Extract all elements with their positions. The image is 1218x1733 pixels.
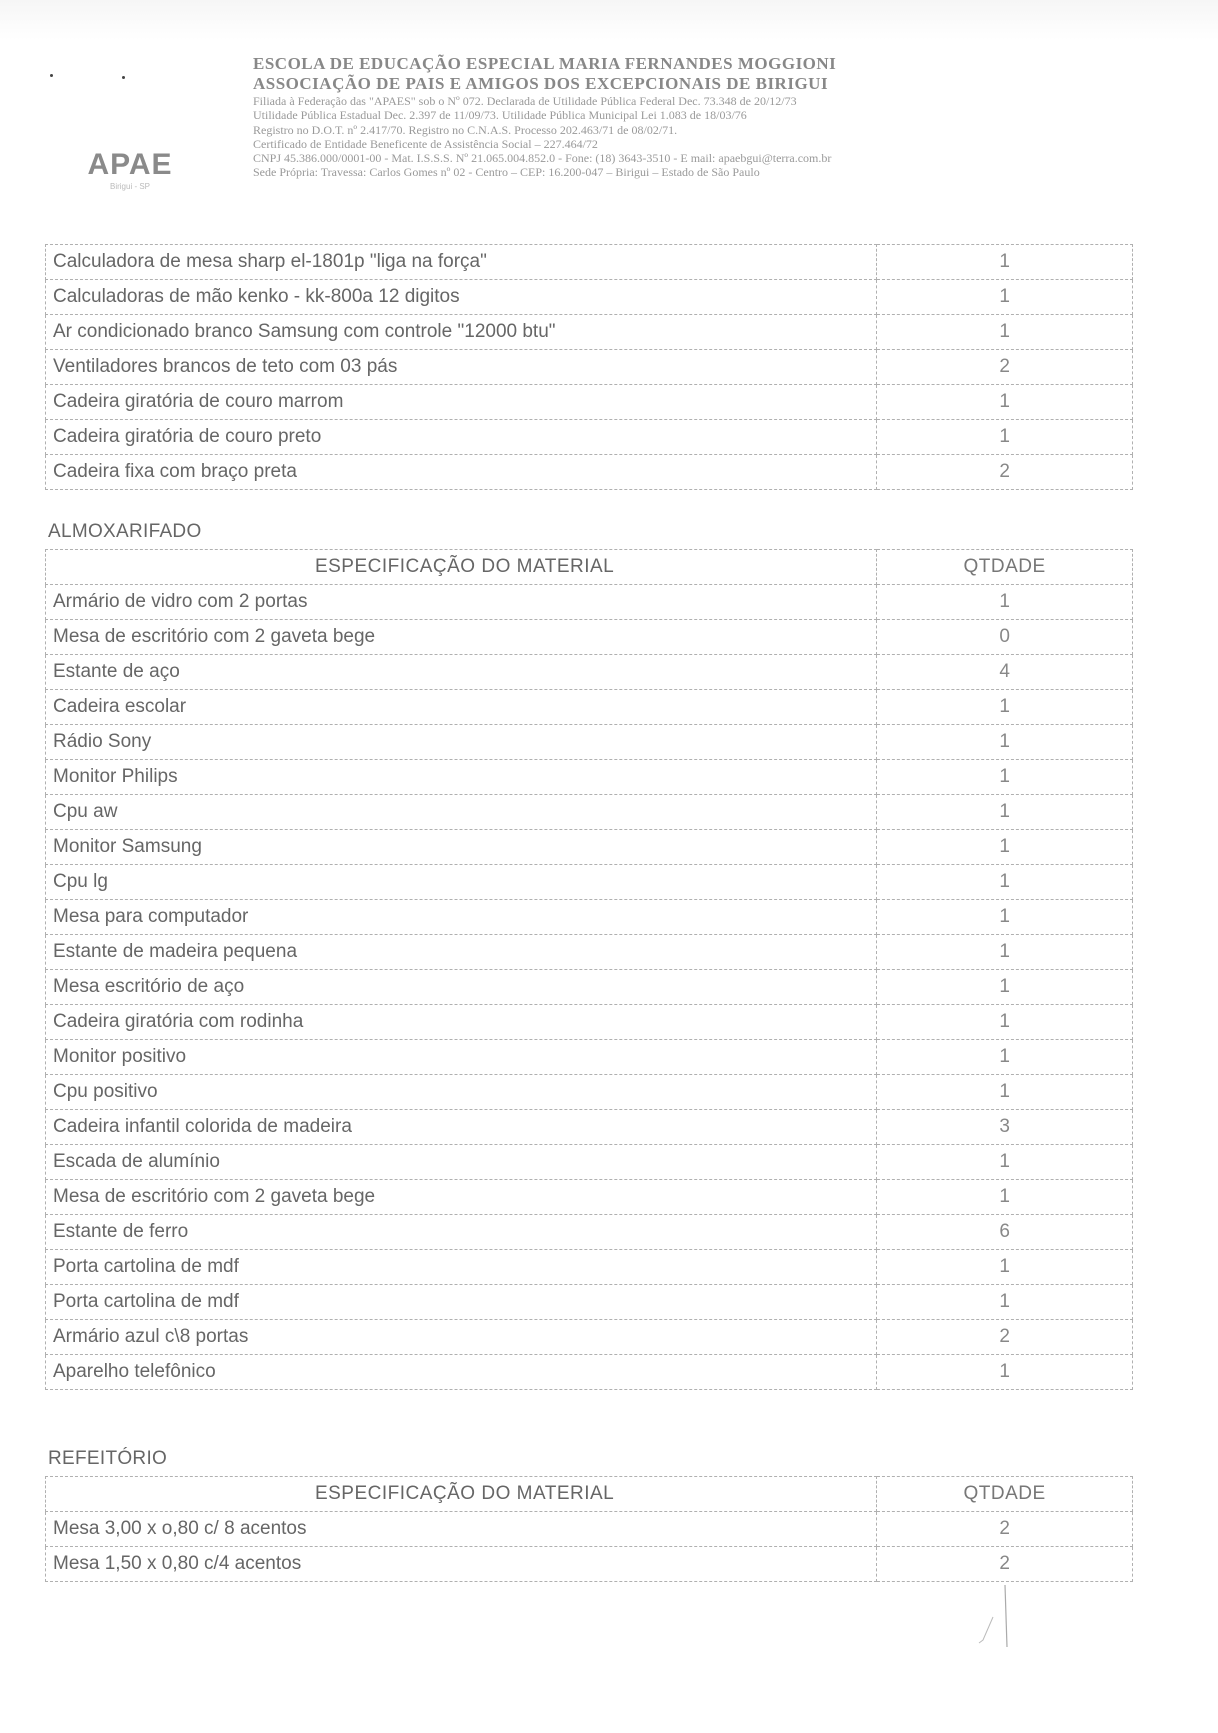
item-quantity: 1 [877, 795, 1133, 830]
table-header-row [46, 1477, 1133, 1512]
logo-mark: APAE [87, 148, 173, 181]
table-row [46, 1250, 1133, 1285]
item-description: Ventiladores brancos de teto com 03 pás [46, 350, 877, 385]
item-quantity: 0 [877, 620, 1133, 655]
item-description: Estante de madeira pequena [46, 935, 877, 970]
table-row [46, 620, 1133, 655]
table-row [46, 935, 1133, 970]
table-row [46, 1180, 1133, 1215]
table-row [46, 1075, 1133, 1110]
item-description: Porta cartolina de mdf [46, 1250, 877, 1285]
item-quantity: 1 [877, 725, 1133, 760]
item-description: Armário de vidro com 2 portas [46, 585, 877, 620]
section-title-almoxarifado: ALMOXARIFADO [48, 521, 202, 542]
item-description: Mesa para computador [46, 900, 877, 935]
item-quantity: 1 [877, 760, 1133, 795]
item-quantity: 1 [877, 865, 1133, 900]
table-row [46, 795, 1133, 830]
table-row [46, 865, 1133, 900]
table-row [46, 350, 1133, 385]
association-name: ASSOCIAÇÃO DE PAIS E AMIGOS DOS EXCEPCIONAIS DE BIRIGUI [253, 74, 829, 93]
table-header-row [46, 550, 1133, 585]
item-quantity: 1 [877, 1285, 1133, 1320]
section-title-refeitorio: REFEITÓRIO [48, 1448, 168, 1469]
item-description: Mesa de escritório com 2 gaveta bege [46, 620, 877, 655]
item-quantity: 2 [877, 1547, 1133, 1582]
item-quantity: 1 [877, 315, 1133, 350]
item-quantity: 1 [877, 1040, 1133, 1075]
item-quantity: 1 [877, 1250, 1133, 1285]
almoxarifado-table [45, 549, 1133, 1390]
item-quantity: 3 [877, 1110, 1133, 1145]
column-header-quantity: QTDADE [877, 1477, 1133, 1512]
continued-inventory-table [45, 244, 1133, 490]
item-quantity: 1 [877, 1145, 1133, 1180]
letterhead-info-line: Registro no D.O.T. nº 2.417/70. Registro no C.N.A.S. Processo 202.463/71 de 08/02/71. [253, 122, 678, 137]
table-row [46, 585, 1133, 620]
table-row [46, 900, 1133, 935]
item-description: Mesa escritório de aço [46, 970, 877, 1005]
item-description: Cpu positivo [46, 1075, 877, 1110]
item-description: Mesa 1,50 x 0,80 c/4 acentos [46, 1547, 877, 1582]
item-quantity: 4 [877, 655, 1133, 690]
item-description: Cadeira fixa com braço preta [46, 455, 877, 490]
item-description: Mesa 3,00 x o,80 c/ 8 acentos [46, 1512, 877, 1547]
item-quantity: 1 [877, 1355, 1133, 1390]
item-quantity: 2 [877, 350, 1133, 385]
table-row [46, 725, 1133, 760]
item-quantity: 2 [877, 1512, 1133, 1547]
table-row [46, 455, 1133, 490]
table-row [46, 655, 1133, 690]
item-description: Cadeira giratória de couro marrom [46, 385, 877, 420]
table-row [46, 280, 1133, 315]
table-row [46, 1040, 1133, 1075]
item-quantity: 2 [877, 455, 1133, 490]
signature-mark [965, 1585, 1015, 1655]
item-description: Armário azul c\8 portas [46, 1320, 877, 1355]
table-row [46, 1320, 1133, 1355]
table-row [46, 760, 1133, 795]
item-description: Cadeira infantil colorida de madeira [46, 1110, 877, 1145]
table-row [46, 970, 1133, 1005]
item-description: Ar condicionado branco Samsung com controle "12000 btu" [46, 315, 877, 350]
item-quantity: 1 [877, 1180, 1133, 1215]
item-description: Aparelho telefônico [46, 1355, 877, 1390]
column-header-quantity: QTDADE [877, 550, 1133, 585]
item-description: Cpu lg [46, 865, 877, 900]
item-quantity: 2 [877, 1320, 1133, 1355]
refeitorio-table [45, 1476, 1133, 1582]
apae-logo [70, 150, 190, 191]
letterhead-info-line: Certificado de Entidade Beneficente de Assistência Social – 227.464/72 [253, 136, 598, 151]
table-row [46, 1512, 1133, 1547]
item-description: Rádio Sony [46, 725, 877, 760]
item-description: Monitor Philips [46, 760, 877, 795]
item-quantity: 1 [877, 280, 1133, 315]
item-quantity: 1 [877, 585, 1133, 620]
letterhead-info-line: Sede Própria: Travessa: Carlos Gomes nº 02 - Centro – CEP: 16.200-047 – Birigui – Estado de São Paulo [253, 165, 760, 180]
item-quantity: 6 [877, 1215, 1133, 1250]
table-row [46, 1215, 1133, 1250]
table-row [46, 1145, 1133, 1180]
letterhead-info-line: Utilidade Pública Estadual Dec. 2.397 de 11/09/73. Utilidade Pública Municipal Lei 1.083 de 18/03/76 [253, 108, 747, 123]
item-description: Cadeira escolar [46, 690, 877, 725]
item-quantity: 1 [877, 830, 1133, 865]
scan-dots [50, 72, 130, 82]
item-quantity: 1 [877, 245, 1133, 280]
item-description: Monitor Samsung [46, 830, 877, 865]
letterhead-info-line: CNPJ 45.386.000/0001-00 - Mat. I.S.S.S. Nº 21.065.004.852.0 - Fone: (18) 3643-3510 - E mail: apaebgui@terra.com.br [253, 151, 832, 166]
column-header-specification: ESPECIFICAÇÃO DO MATERIAL [46, 550, 877, 585]
item-description: Mesa de escritório com 2 gaveta bege [46, 1180, 877, 1215]
item-description: Calculadoras de mão kenko - kk-800a 12 digitos [46, 280, 877, 315]
logo-subtext: Birigui - SP [109, 182, 150, 191]
table-row [46, 420, 1133, 455]
table-row [46, 1005, 1133, 1040]
item-description: Porta cartolina de mdf [46, 1285, 877, 1320]
table-row [46, 1110, 1133, 1145]
item-quantity: 1 [877, 420, 1133, 455]
item-description: Monitor positivo [46, 1040, 877, 1075]
table-row [46, 830, 1133, 865]
item-description: Escada de alumínio [46, 1145, 877, 1180]
item-quantity: 1 [877, 1005, 1133, 1040]
item-quantity: 1 [877, 1075, 1133, 1110]
table-row [46, 245, 1133, 280]
table-row [46, 1547, 1133, 1582]
item-quantity: 1 [877, 900, 1133, 935]
item-description: Cadeira giratória com rodinha [46, 1005, 877, 1040]
table-row [46, 690, 1133, 725]
item-description: Estante de ferro [46, 1215, 877, 1250]
item-quantity: 1 [877, 690, 1133, 725]
table-row [46, 315, 1133, 350]
scan-artifact [0, 0, 1218, 40]
table-row [46, 385, 1133, 420]
letterhead [253, 54, 1053, 180]
item-quantity: 1 [877, 970, 1133, 1005]
item-quantity: 1 [877, 935, 1133, 970]
item-description: Calculadora de mesa sharp el-1801p "liga na força" [46, 245, 877, 280]
table-row [46, 1355, 1133, 1390]
item-description: Estante de aço [46, 655, 877, 690]
column-header-specification: ESPECIFICAÇÃO DO MATERIAL [46, 1477, 877, 1512]
item-description: Cpu aw [46, 795, 877, 830]
school-name: ESCOLA DE EDUCAÇÃO ESPECIAL MARIA FERNANDES MOGGIONI [253, 54, 837, 73]
item-description: Cadeira giratória de couro preto [46, 420, 877, 455]
item-quantity: 1 [877, 385, 1133, 420]
table-row [46, 1285, 1133, 1320]
letterhead-info-line: Filiada à Federação das "APAES" sob o Nº 072. Declarada de Utilidade Pública Federal Dec. 73.348 de 20/12/73 [253, 94, 797, 108]
